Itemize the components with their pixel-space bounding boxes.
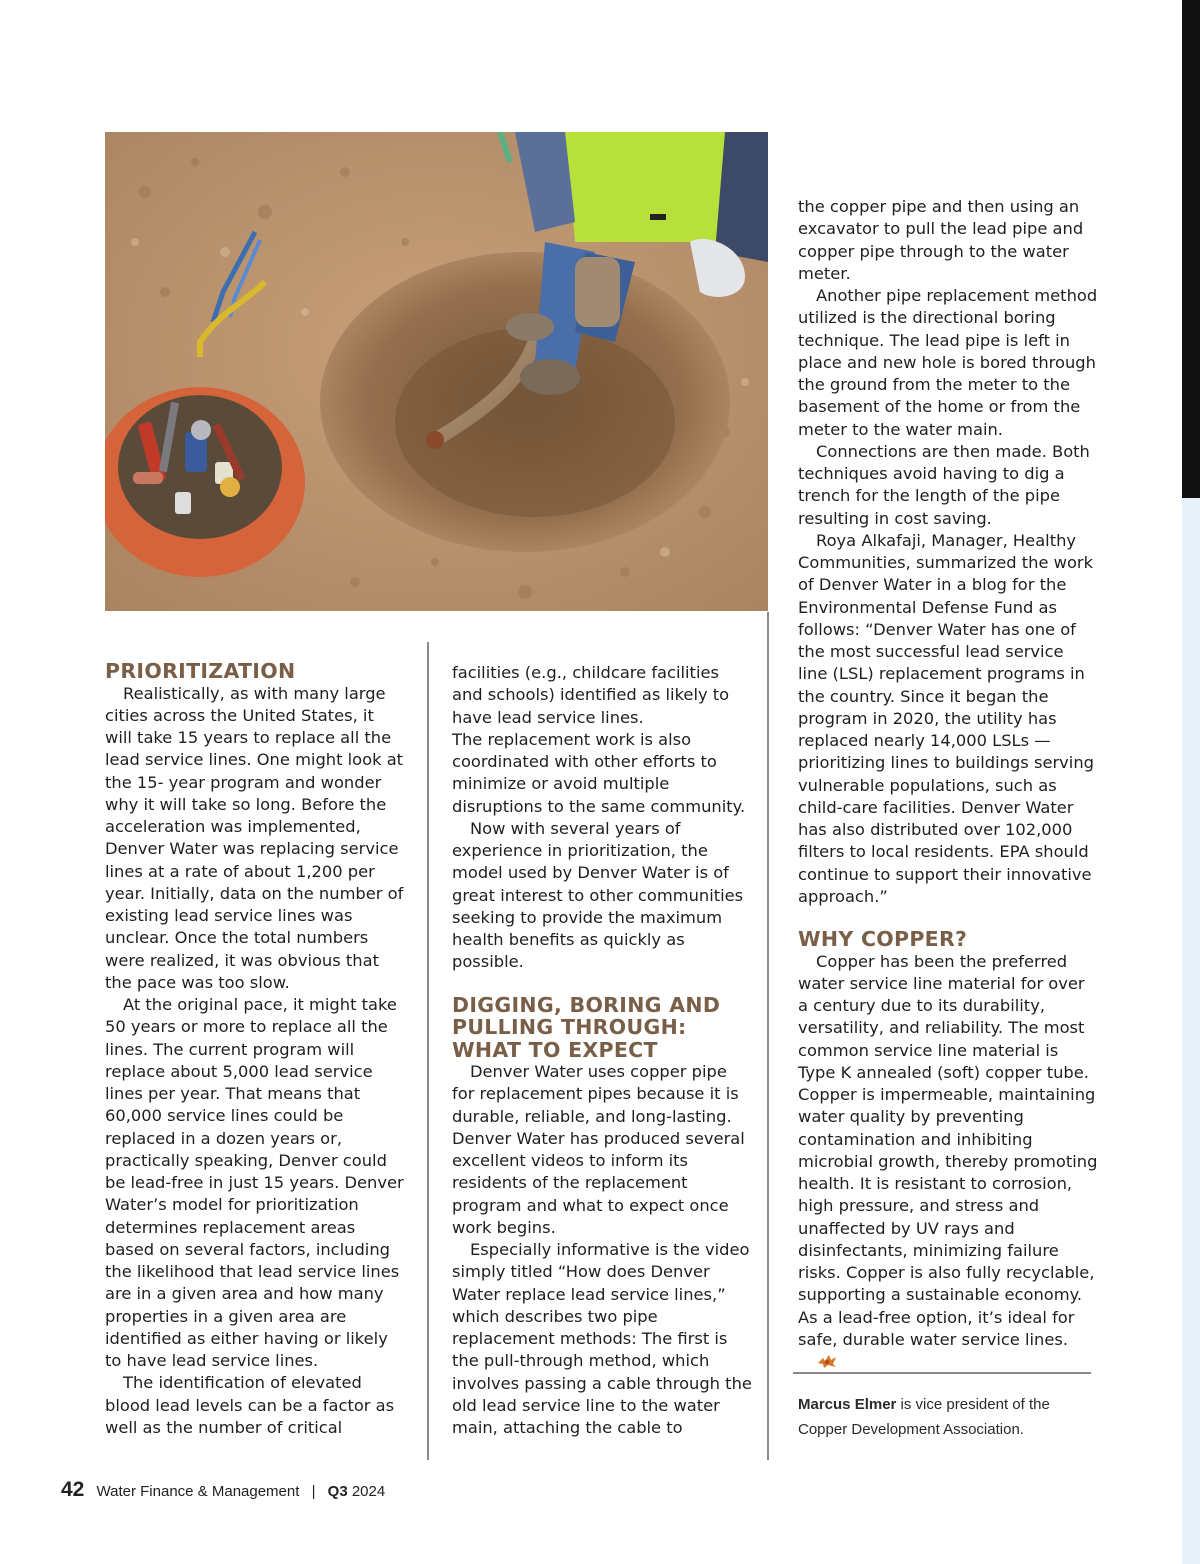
paragraph: Now with several years of experience in prioritization, the model used by Denver Water is of great interest to other communities seeking to provide the maximum health benefits as quickly as possible. — [452, 818, 744, 972]
author-description: is vice president of the Copper Development Association. — [798, 1396, 1050, 1438]
paragraph: Denver Water uses copper pipe for replacement pipes because it is durable, reliable, and long-lasting. Denver Water has produced several excellent videos to inform its residents of the replacement program and what to expect once work begins. — [452, 1062, 745, 1237]
heading-why-copper: WHY COPPER? — [798, 927, 968, 951]
paragraph: Connections are then made. Both techniques avoid having to dig a trench for the length of the pipe resulting in cost saving. — [798, 441, 1090, 528]
article-column-1 — [105, 660, 405, 1439]
paragraph-last — [798, 951, 1098, 1376]
paragraph: Another pipe replacement method utilized is the directional boring technique. The lead pipe is left in place and new hole is bored through the ground from the meter to the basement of the home or from the meter to the water main. — [798, 286, 1098, 439]
heading-digging-boring: DIGGING, BORING AND PULLING THROUGH: WHAT TO EXPECT — [452, 992, 721, 1062]
paragraph: The identification of elevated blood lead levels can be a factor as well as the number of critical — [105, 1373, 395, 1437]
publication-name: Water Finance & Management — [96, 1483, 300, 1500]
page-number: 42 — [61, 1478, 85, 1501]
excavation-photo — [105, 132, 768, 611]
paragraph-text: Copper has been the preferred water service line material for over a century due to its durability, versatility, and reliability. The most common service line material is Type K annealed (soft) copper tube. Copper is impermeable, maintaining water quality by preventing contamination and inhibiting microbial growth, thereby promoting health. It is resistant to corrosion, high pressure, and stress and unaffected by UV rays and disinfectants, minimizing failure risks. Copper is also fully recyclable, supporting a sustainable economy. As a lead-free option, it’s ideal for safe, durable water service lines. — [798, 951, 1098, 1349]
column-rule-left — [427, 642, 429, 1460]
article-column-2 — [452, 662, 752, 1439]
paragraph: Realistically, as with many large cities across the United States, it will take 15 years to replace all the lead service lines. One might look at the 15- year program and wonder why it will take so long. Before the acceleration was implemented, Denver Water was replacing service lines at a rate of about 1,200 per year. Initially, data on the number of existing lead service lines was unclear. Once the total numbers were realized, it was obvious that the pace was too slow. — [105, 683, 404, 992]
paragraph: Roya Alkafaji, Manager, Healthy Communities, summarized the work of Denver Water in a blog for the Environmental Defense Fund as follows: “Denver Water has one of the most successful lead service line (LSL) replacement programs in the country. Since it began the program in 2020, the utility has replaced nearly 14,000 LSLs — prioritizing lines to buildings serving vulnerable populations, such as child-care facilities. Denver Water has also distributed over 102,000 filters to local residents. EPA should continue to support their innovative approach.” — [798, 530, 1094, 906]
article-column-3 — [798, 196, 1098, 1375]
section-tab — [1182, 0, 1200, 498]
paragraph: At the original pace, it might take 50 years or more to replace all the lines. The current program will replace about 5,000 lead service lines per year. That means that 60,000 service lines could be replaced in a dozen years or, practically speaking, Denver could be lead-free in just 15 years. Denver Water’s model for prioritization determines replacement areas based on several factors, including the likelihood that lead service lines are in a given area and how many properties in a given area are identified as either having or likely to have lead service lines. — [105, 995, 404, 1370]
issue-year: 2024 — [351, 1483, 386, 1500]
author-bio — [798, 1392, 1098, 1442]
footer-separator: | — [311, 1483, 316, 1500]
paragraph: Especially informative is the video simply titled “How does Denver Water replace lead service lines,” which describes two pipe replacement methods: The first is the pull-through method, which involves passing a cable through the old lead service line to the water main, attaching the cable to — [452, 1240, 752, 1437]
author-name: Marcus Elmer — [798, 1396, 897, 1413]
heading-prioritization: PRIORITIZATION — [105, 659, 296, 683]
issue-quarter: Q3 — [327, 1483, 348, 1500]
paragraph: the copper pipe and then using an excavator to pull the lead pipe and copper pipe through to the water meter. — [798, 197, 1084, 283]
column-rule-right — [767, 612, 769, 1460]
paragraph: The replacement work is also coordinated with other efforts to minimize or avoid multiple disruptions to the same community. — [452, 729, 746, 816]
page-footer — [61, 1478, 385, 1502]
end-mark-icon — [798, 1353, 838, 1375]
paragraph: facilities (e.g., childcare facilities and schools) identified as likely to have lead service lines. — [452, 663, 730, 727]
